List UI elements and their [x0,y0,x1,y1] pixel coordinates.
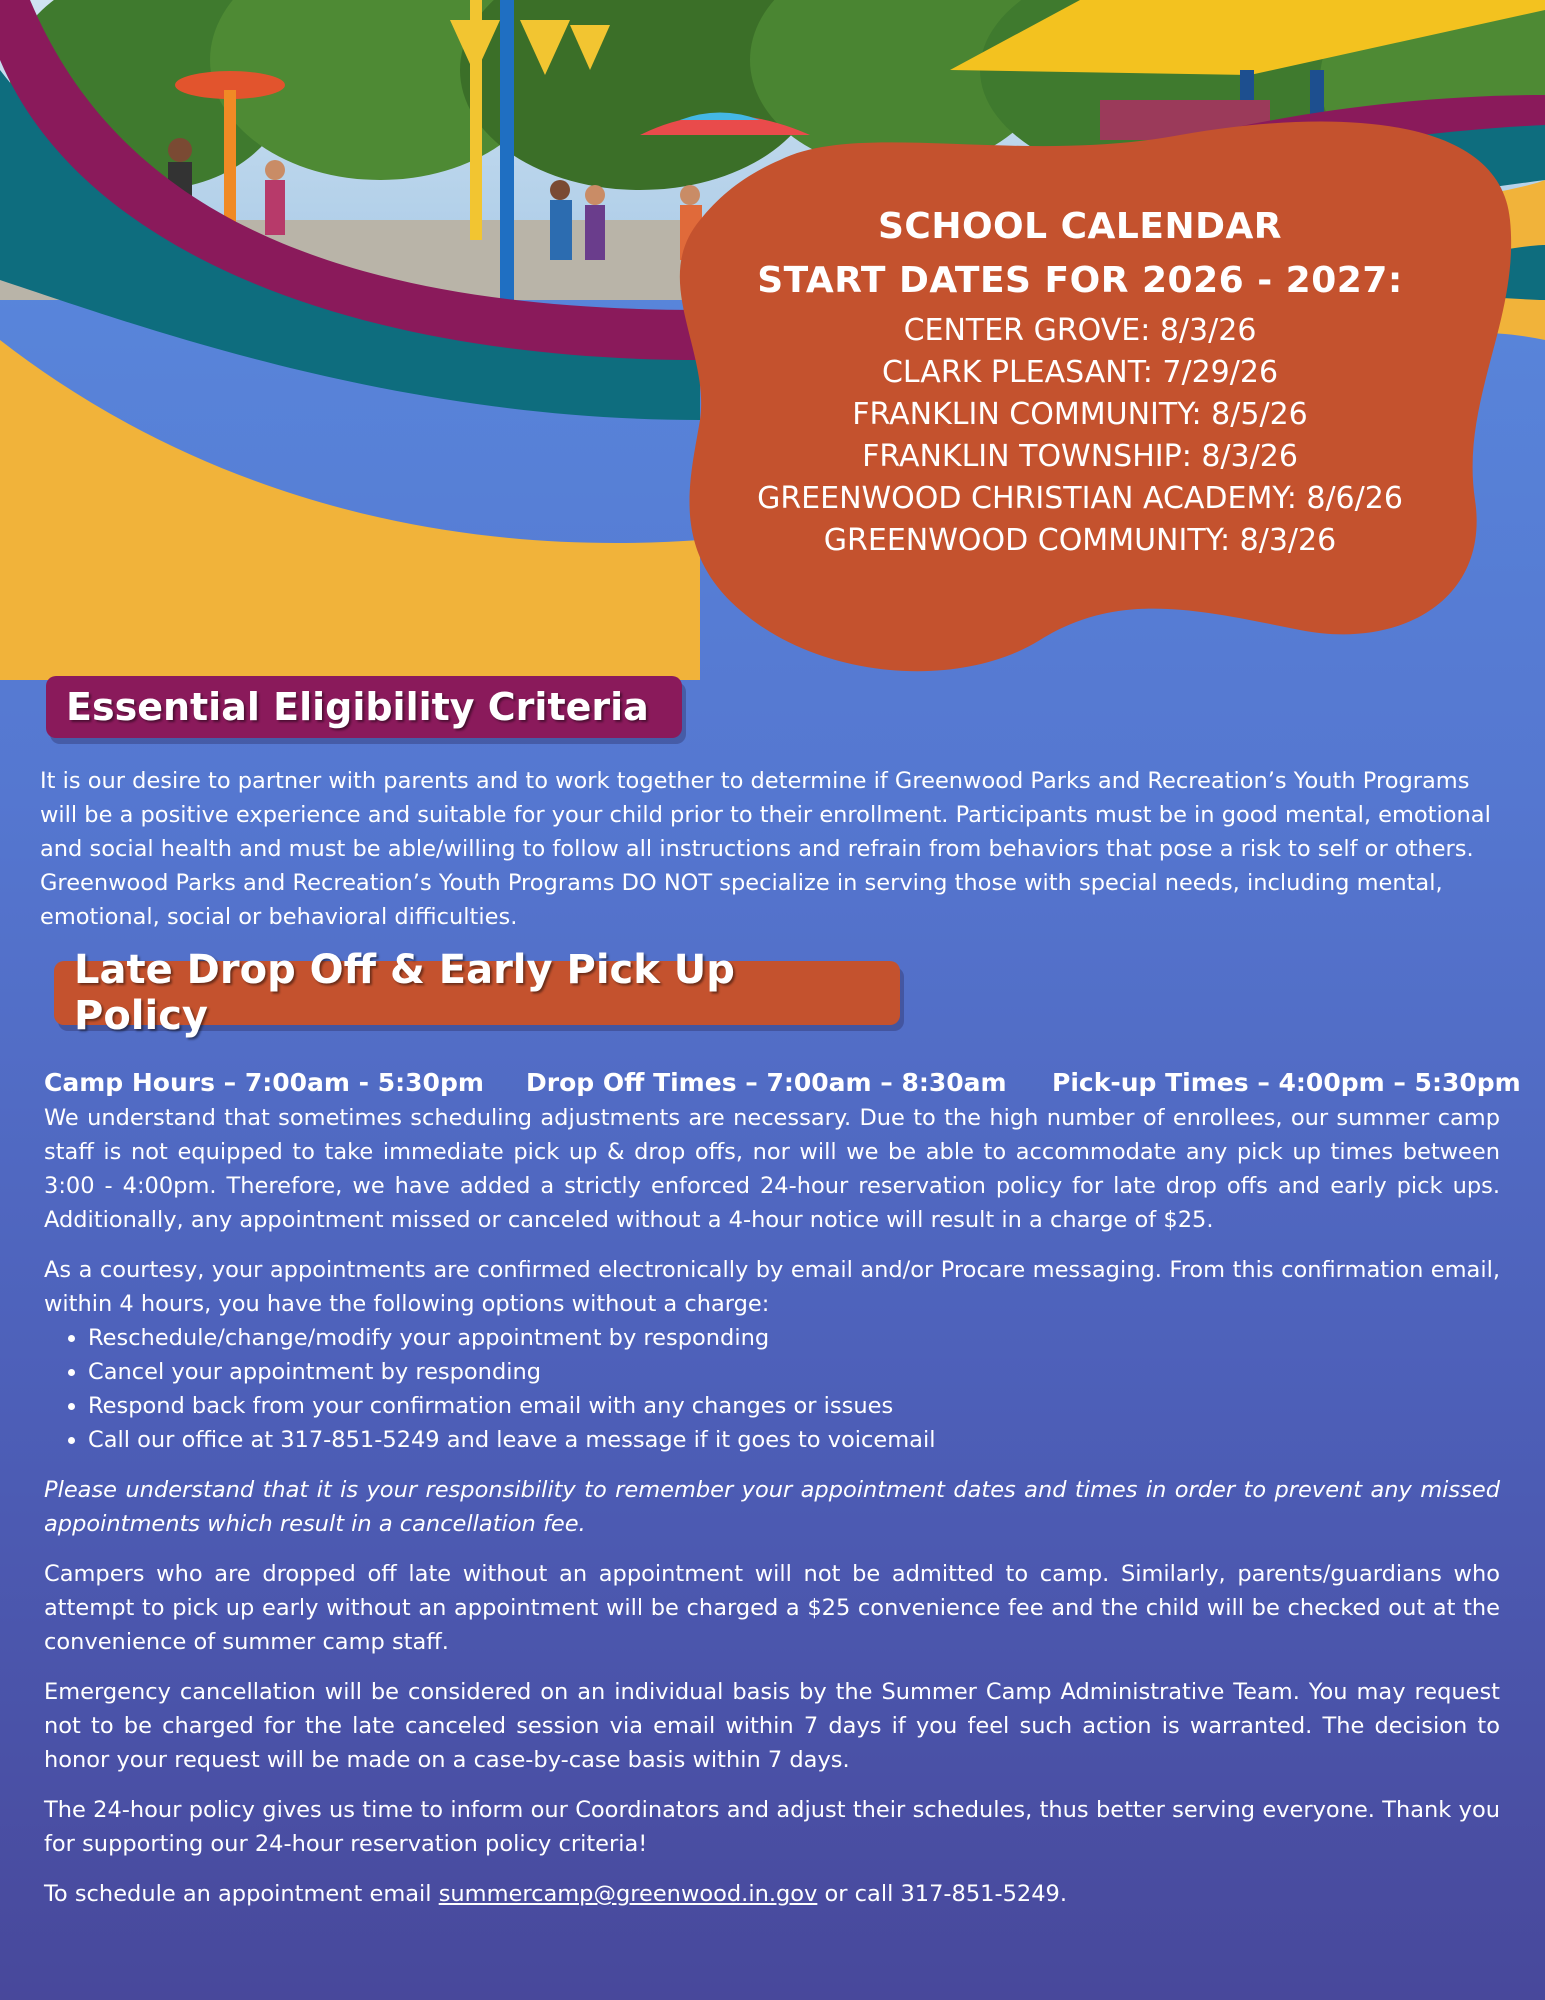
policy-paragraph-4: Emergency cancellation will be considered on an individual basis by the Summer Camp Administrative Team. You may request not to be charged for the late canceled session via email within 7 days if you feel such action is warranted. The decision to honor your request will be made on a case-by-case basis within 7 days. [44,1679,1500,1773]
pickup-times: Pick-up Times – 4:00pm – 5:30pm [1052,1068,1521,1097]
calendar-title-line2: START DATES FOR 2026 - 2027: [757,260,1403,301]
eligibility-heading: Essential Eligibility Criteria [46,676,682,738]
list-item: • Call our office at 317-851-5249 and leave a message if it goes to voicemail [88,1423,1500,1457]
schedule-line [44,1877,1500,1911]
calendar-item: FRANKLIN TOWNSHIP: 8/3/26 [862,439,1298,474]
calendar-title-line1: SCHOOL CALENDAR [877,206,1283,247]
list-item: • Reschedule/change/modify your appointment by responding [88,1321,1500,1355]
policy-heading: Late Drop Off & Early Pick Up Policy [54,961,900,1025]
email-link[interactable]: summercamp@greenwood.in.gov [438,1881,818,1907]
calendar-list [700,310,1460,562]
list-item: • Respond back from your confirmation email with any changes or issues [88,1389,1500,1423]
responsibility-note: Please understand that it is your responsibility to remember your appointment dates and times in order to prevent any missed appointments which result in a cancellation fee. [44,1477,1500,1537]
eligibility-body: It is our desire to partner with parents and to work together to determine if Greenwood Parks and Recreation’s Youth Programs will be a positive experience and suitable for your child prior to their enrollment. Participants must be in good mental, emotional and social health and must be able/willing to follow all instructions and refrain from behaviors that pose a risk to self or others. Greenwood Parks and Recreation’s Youth Programs DO NOT specialize in serving those with special needs, including mental, emotional, social or behavioral difficulties. [40,768,1491,930]
drop-off-times: Drop Off Times – 7:00am – 8:30am [526,1068,1007,1097]
schedule-suffix: or call 317-851-5249. [817,1881,1068,1907]
calendar-item: GREENWOOD COMMUNITY: 8/3/26 [823,523,1337,558]
policy-paragraph-3: Campers who are dropped off late without an appointment will not be admitted to camp. Similarly, parents/guardians who attempt to pick up early without an appointment will be charged a $25 convenience fee and the child will be checked out at the convenience of summer camp staff. [44,1561,1500,1655]
policy-body [44,1101,1500,1927]
calendar-item: FRANKLIN COMMUNITY: 8/5/26 [852,397,1308,432]
list-item: • Cancel your appointment by responding [88,1355,1500,1389]
policy-paragraph-1: We understand that sometimes scheduling adjustments are necessary. Due to the high number of enrollees, our summer camp staff is not equipped to take immediate pick up & drop offs, nor will we be able to accommodate any pick up times between 3:00 - 4:00pm. Therefore, we have added a strictly enforced 24-hour reservation policy for late drop offs and early pick ups. Additionally, any appointment missed or canceled without a 4-hour notice will result in a charge of $25. [44,1105,1500,1233]
schedule-prefix: To schedule an appointment email [44,1881,439,1907]
calendar-item: GREENWOOD CHRISTIAN ACADEMY: 8/6/26 [757,481,1403,516]
policy-paragraph-2: As a courtesy, your appointments are confirmed electronically by email and/or Procare messaging. From this confirmation email, within 4 hours, you have the following options without a charge: [44,1257,1500,1317]
policy-paragraph-5: The 24-hour policy gives us time to inform our Coordinators and adjust their schedules, thus better serving everyone. Thank you for supporting our 24-hour reservation policy criteria! [44,1797,1500,1857]
camp-hours: Camp Hours – 7:00am - 5:30pm [44,1068,484,1097]
calendar-item: CENTER GROVE: 8/3/26 [903,313,1257,348]
calendar-item: CLARK PLEASANT: 7/29/26 [881,355,1279,390]
school-calendar [700,200,1460,562]
options-list [44,1321,1500,1457]
